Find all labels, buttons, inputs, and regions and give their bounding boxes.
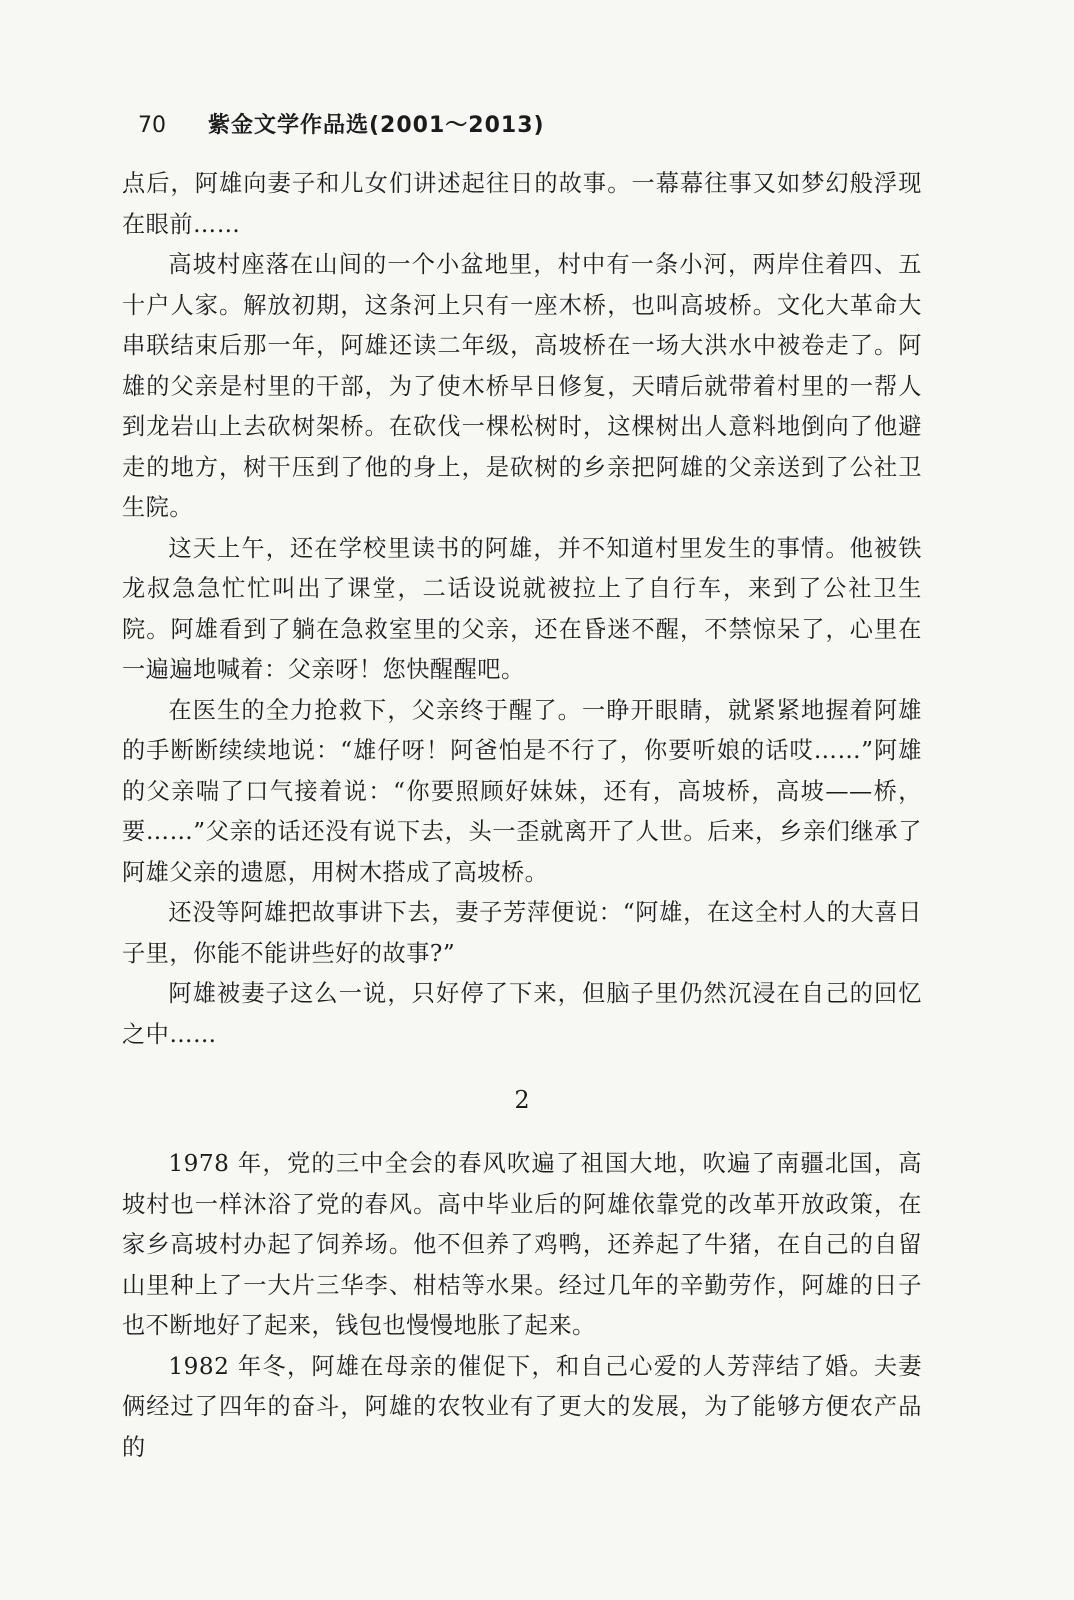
paragraph-continuation: 点后，阿雄向妻子和儿女们讲述起往日的故事。一幕幕往事又如梦幻般浮现在眼前…… — [122, 170, 922, 238]
page-body — [122, 164, 922, 1468]
book-title: 紫金文学作品选(2001～2013) — [208, 113, 545, 138]
paragraph: 阿雄被妻子这么一说，只好停了下来，但脑子里仍然沉浸在自己的回忆之中…… — [122, 980, 922, 1048]
page-number: 70 — [138, 113, 166, 138]
paragraph: 1982 年冬，阿雄在母亲的催促下，和自己心爱的人芳萍结了婚。夫妻俩经过了四年的奋斗，阿雄的农牧业有了更大的发展，为了能够方便农产品的 — [122, 1352, 922, 1461]
paragraph: 在医生的全力抢救下，父亲终于醒了。一睁开眼睛，就紧紧地握着阿雄的手断断续续地说：“雄仔呀！阿爸怕是不行了，你要听娘的话哎……”阿雄的父亲喘了口气接着说：“你要照顾好妹妹，还有，高坡桥，高坡——桥，要……”父亲的话还没有说下去，头一歪就离开了人世。后来，乡亲们继承了阿雄父亲的遗愿，用树木搭成了高坡桥。 — [122, 696, 922, 886]
paragraph: 这天上午，还在学校里读书的阿雄，并不知道村里发生的事情。他被铁龙叔急急忙忙叫出了课堂，二话设说就被拉上了自行车，来到了公社卫生院。阿雄看到了躺在急救室里的父亲，还在昏迷不醒，不禁惊呆了，心里在一遍遍地喊着：父亲呀！您快醒醒吧。 — [122, 534, 922, 683]
paragraph: 1978 年，党的三中全会的春风吹遍了祖国大地，吹遍了南疆北国，高坡村也一样沐浴了党的春风。高中毕业后的阿雄依靠党的改革开放政策，在家乡高坡村办起了饲养场。他不但养了鸡鸭，还养起了牛猪，在自己的自留山里种上了一大片三华李、柑桔等水果。经过几年的辛勤劳作，阿雄的日子也不断地好了起来，钱包也慢慢地胀了起来。 — [122, 1150, 922, 1339]
paragraph: 还没等阿雄把故事讲下去，妻子芳萍便说：“阿雄，在这全村人的大喜日子里，你能不能讲些好的故事?” — [122, 899, 922, 967]
section-number: 2 — [514, 1086, 530, 1114]
paragraph: 高坡村座落在山间的一个小盆地里，村中有一条小河，两岸住着四、五十户人家。解放初期，这条河上只有一座木桥，也叫高坡桥。文化大革命大串联结束后那一年，阿雄还读二年级，高坡桥在一场大洪水中被卷走了。阿雄的父亲是村里的干部，为了使木桥早日修复，天晴后就带着村里的一帮人到龙岩山上去砍树架桥。在砍伐一棵松树时，这棵树出人意料地倒向了他避走的地方，树干压到了他的身上，是砍树的乡亲把阿雄的父亲送到了公社卫生院。 — [122, 251, 922, 521]
page-header — [138, 108, 545, 144]
